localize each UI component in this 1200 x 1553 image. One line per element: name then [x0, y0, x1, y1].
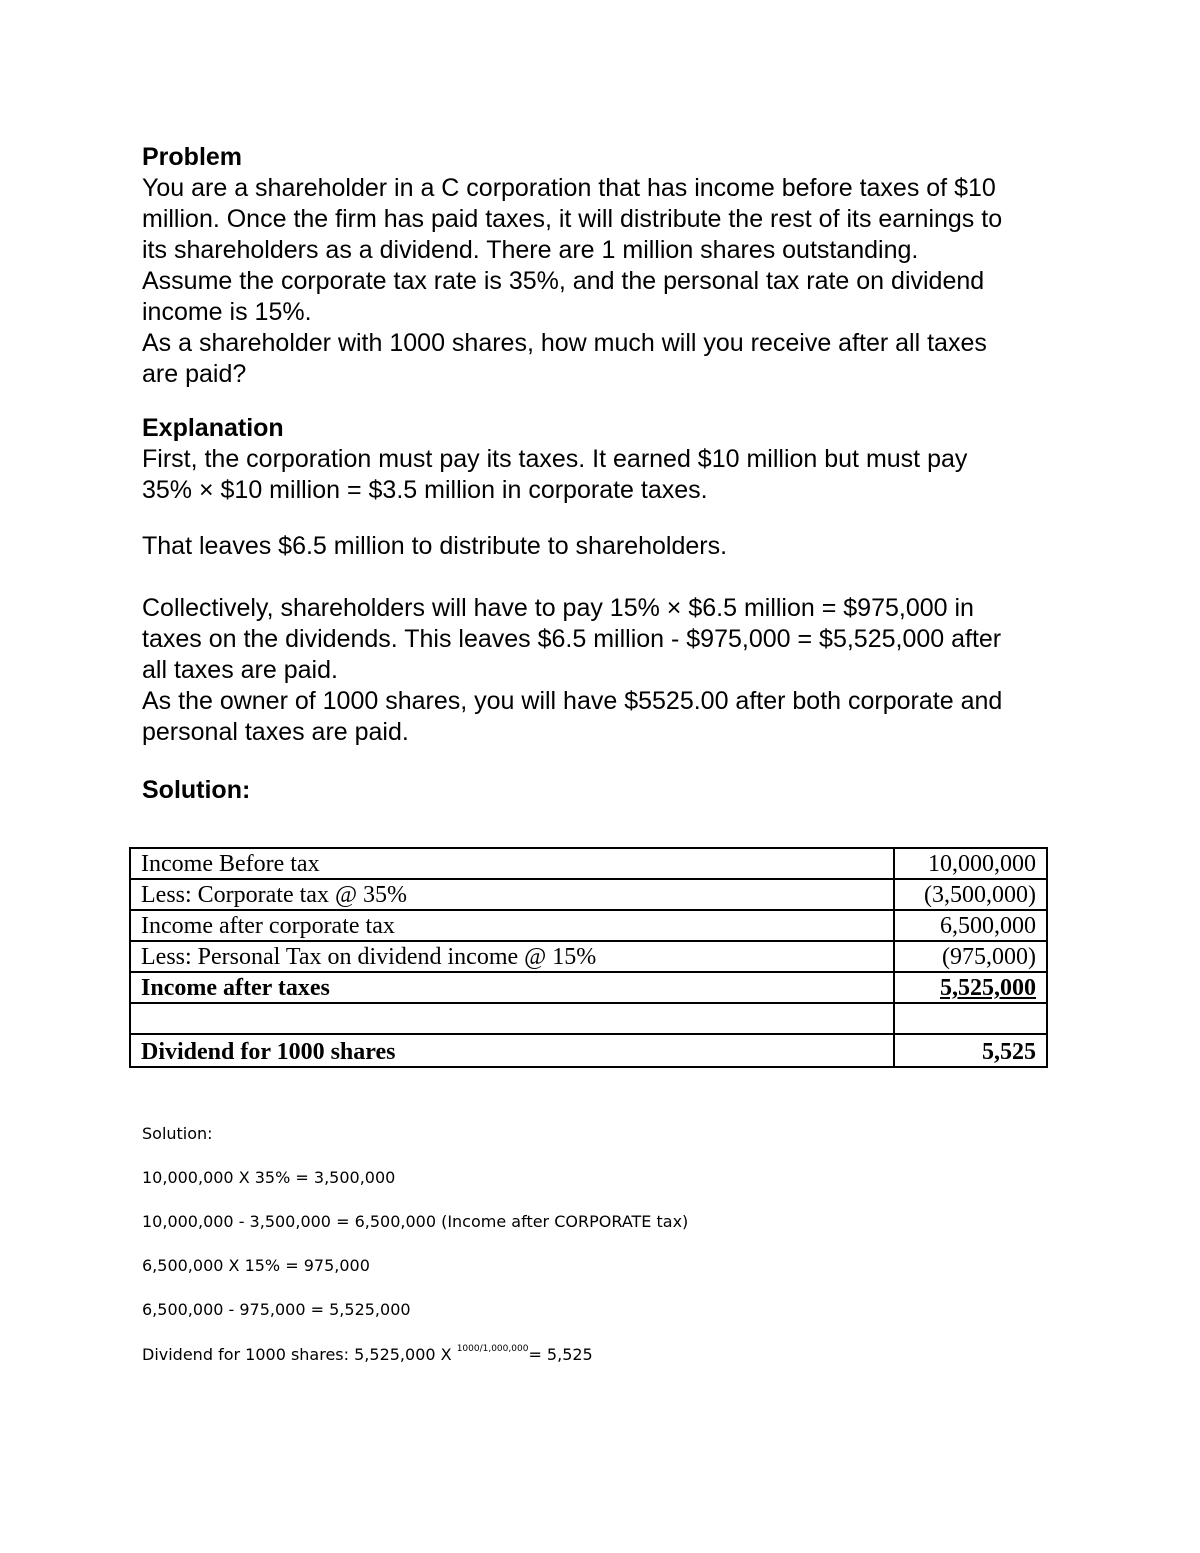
- calculation-final-result: = 5,525: [528, 1345, 593, 1364]
- solution-section: [142, 775, 1062, 806]
- solution-table: [129, 847, 1048, 1068]
- calculation-line: 6,500,000 - 975,000 = 5,525,000: [142, 1300, 411, 1319]
- problem-line: As a shareholder with 1000 shares, how much will you receive after all taxes: [142, 329, 987, 357]
- table-row: [130, 879, 1047, 910]
- explanation-line: First, the corporation must pay its taxes. It earned $10 million but must pay: [142, 445, 968, 473]
- explanation-line: taxes on the dividends. This leaves $6.5 million - $975,000 = $5,525,000 after: [142, 625, 1002, 653]
- table-value-cell: 10,000,000: [894, 848, 1047, 879]
- table-label-cell: Dividend for 1000 shares: [130, 1034, 894, 1067]
- explanation-line: 35% × $10 million = $3.5 million in corporate taxes.: [142, 476, 708, 504]
- problem-line: its shareholders as a dividend. There are 1 million shares outstanding.: [142, 236, 919, 264]
- table-value-cell: [894, 1003, 1047, 1034]
- solution-heading: Solution:: [142, 776, 251, 804]
- problem-line: You are a shareholder in a C corporation that has income before taxes of $10: [142, 174, 996, 202]
- table-label-cell: Less: Corporate tax @ 35%: [130, 879, 894, 910]
- problem-line: are paid?: [142, 360, 247, 388]
- explanation-leaves-paragraph: [142, 531, 1062, 562]
- table-row: [130, 848, 1047, 879]
- table-label-cell: Income Before tax: [130, 848, 894, 879]
- explanation-line: all taxes are paid.: [142, 656, 338, 684]
- table-value-cell: (975,000): [894, 941, 1047, 972]
- calculation-final-prefix: Dividend for 1000 shares: 5,525,000 X: [142, 1345, 457, 1364]
- table-row: [130, 941, 1047, 972]
- table-value-cell: 5,525: [894, 1034, 1047, 1067]
- problem-line: income is 15%.: [142, 298, 312, 326]
- table-row-dividend: [130, 1034, 1047, 1067]
- calculation-line: 6,500,000 X 15% = 975,000: [142, 1256, 370, 1275]
- calculation-final-line: [142, 1345, 593, 1368]
- table-value-cell: 5,525,000: [894, 972, 1047, 1003]
- explanation-collective-paragraph: [142, 593, 1062, 748]
- table-label-cell: Income after taxes: [130, 972, 894, 1003]
- calculation-line: 10,000,000 - 3,500,000 = 6,500,000 (Income after CORPORATE tax): [142, 1212, 689, 1231]
- problem-line: Assume the corporate tax rate is 35%, and the personal tax rate on dividend: [142, 267, 985, 295]
- explanation-line: As the owner of 1000 shares, you will have $5525.00 after both corporate and: [142, 687, 1003, 715]
- table-row-empty: [130, 1003, 1047, 1034]
- explanation-heading: Explanation: [142, 414, 284, 442]
- calculation-title: Solution:: [142, 1124, 213, 1143]
- explanation-line: personal taxes are paid.: [142, 718, 409, 746]
- table-row-total: [130, 972, 1047, 1003]
- calculation-fraction: 1000/1,000,000: [456, 1344, 529, 1354]
- table-value-cell: 6,500,000: [894, 910, 1047, 941]
- problem-section: [142, 142, 1062, 390]
- table-value-cell: (3,500,000): [894, 879, 1047, 910]
- explanation-section: [142, 413, 1062, 506]
- calculation-line: 10,000,000 X 35% = 3,500,000: [142, 1168, 396, 1187]
- problem-line: million. Once the firm has paid taxes, it will distribute the rest of its earnings to: [142, 205, 1003, 233]
- problem-heading: Problem: [142, 143, 243, 171]
- table-label-cell: Income after corporate tax: [130, 910, 894, 941]
- table-row: [130, 910, 1047, 941]
- table-label-cell: [130, 1003, 894, 1034]
- table-label-cell: Less: Personal Tax on dividend income @ 15%: [130, 941, 894, 972]
- explanation-line: That leaves $6.5 million to distribute to shareholders.: [142, 532, 728, 560]
- explanation-line: Collectively, shareholders will have to pay 15% × $6.5 million = $975,000 in: [142, 594, 974, 622]
